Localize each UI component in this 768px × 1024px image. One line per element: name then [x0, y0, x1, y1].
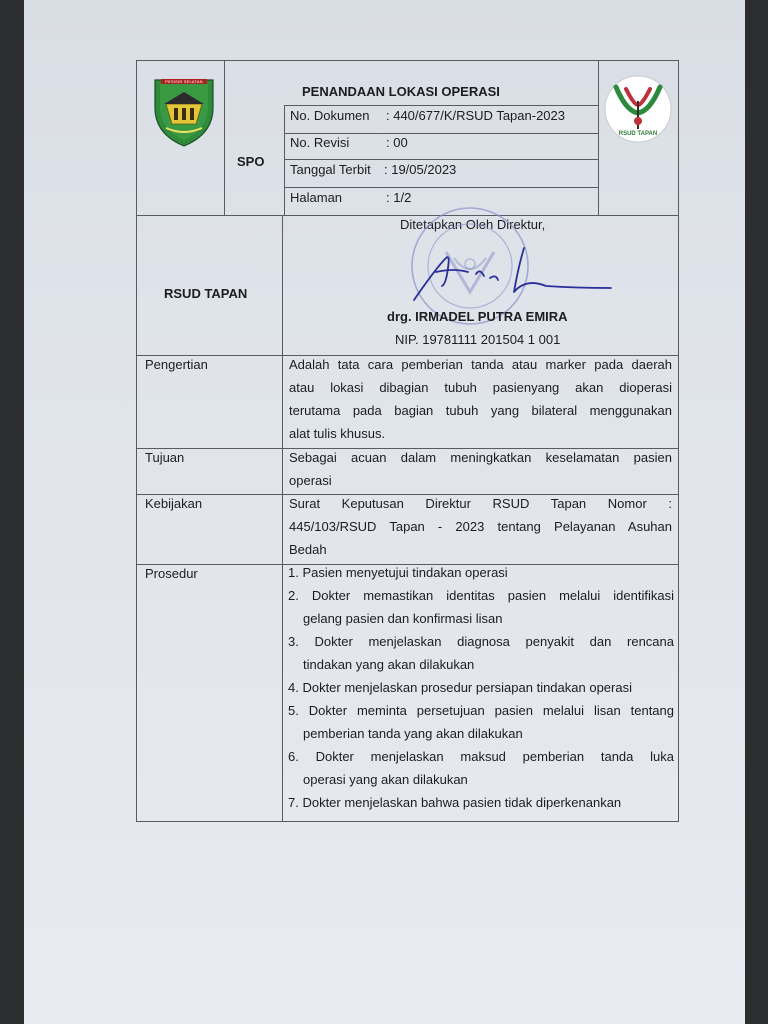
- meta-label-no-revisi: No. Revisi: [290, 135, 350, 150]
- meta-label-no-dokumen: No. Dokumen: [290, 108, 370, 123]
- tujuan-line: Sebagai acuan dalam meningkatkan keselamatan pasien: [289, 450, 672, 465]
- kebijakan-line: 445/103/RSUD Tapan - 2023 tentang Pelayanan Asuhan: [289, 519, 672, 534]
- right-logo-text: RSUD TAPAN: [618, 131, 658, 137]
- kebijakan-line: Surat Keputusan Direktur RSUD Tapan Nomor :: [289, 496, 672, 511]
- meta-value-no-dokumen: : 440/677/K/RSUD Tapan-2023: [386, 108, 565, 123]
- document-page: [24, 0, 745, 1024]
- section-label-prosedur: Prosedur: [145, 566, 198, 581]
- signature-icon: [406, 238, 616, 308]
- pesisir-selatan-logo: [152, 74, 216, 148]
- kebijakan-line: Bedah: [289, 542, 327, 557]
- meta-value-no-revisi: : 00: [386, 135, 408, 150]
- meta-value-halaman: : 1/2: [386, 190, 412, 205]
- prosedur-list: [288, 561, 674, 814]
- director-name: drg. IRMADEL PUTRA EMIRA: [387, 309, 568, 324]
- prosedur-item-continued: operasi yang akan dilakukan: [303, 772, 468, 787]
- document-title: PENANDAAN LOKASI OPERASI: [302, 84, 500, 99]
- spo-label: SPO: [237, 154, 265, 169]
- meta-label-tanggal-terbit: Tanggal Terbit: [290, 162, 371, 177]
- pengertian-line: alat tulis khusus.: [289, 426, 386, 441]
- prosedur-item: 2. Dokter memastikan identitas pasien melalui identifikasi: [288, 588, 674, 603]
- tujuan-line: operasi: [289, 473, 332, 488]
- approval-header: Ditetapkan Oleh Direktur,: [400, 217, 546, 232]
- rsud-tapan-logo: [604, 71, 672, 151]
- spo-table: [136, 60, 679, 822]
- section-label-pengertian: Pengertian: [145, 357, 208, 372]
- prosedur-item: 7. Dokter menjelaskan bahwa pasien tidak diperkenankan: [288, 795, 622, 810]
- crest-icon: [152, 74, 216, 148]
- rsud-logo-icon: [604, 71, 672, 151]
- prosedur-item-continued: pemberian tanda yang akan dilakukan: [303, 726, 523, 741]
- pengertian-text: [289, 353, 672, 445]
- meta-value-tanggal-terbit: : 19/05/2023: [384, 162, 457, 177]
- meta-label-halaman: Halaman: [290, 190, 343, 205]
- tujuan-text: [289, 446, 672, 492]
- prosedur-item: 6. Dokter menjelaskan maksud pemberian tanda luka: [288, 749, 674, 764]
- prosedur-item: 4. Dokter menjelaskan prosedur persiapan tindakan operasi: [288, 680, 632, 695]
- prosedur-item: 1. Pasien menyetujui tindakan operasi: [288, 565, 508, 580]
- pengertian-line: atau lokasi dibagian tubuh pasienyang akan dioperasi: [289, 380, 672, 395]
- left-logo-ribbon-text: PESISIR SELATAN: [161, 79, 207, 84]
- section-label-tujuan: Tujuan: [145, 450, 185, 465]
- director-signature: [406, 238, 616, 308]
- kebijakan-text: [289, 492, 672, 561]
- prosedur-item-continued: gelang pasien dan konfirmasi lisan: [303, 611, 503, 626]
- section-label-kebijakan: Kebijakan: [145, 496, 203, 511]
- prosedur-item: 3. Dokter menjelaskan diagnosa penyakit dan rencana: [288, 634, 674, 649]
- pengertian-line: Adalah tata cara pemberian tanda atau marker pada daerah: [289, 357, 672, 372]
- pengertian-line: terutama pada bagian tubuh yang bilateral menggunakan: [289, 403, 672, 418]
- prosedur-item-continued: tindakan yang akan dilakukan: [303, 657, 475, 672]
- director-nip: NIP. 19781111 201504 1 001: [395, 332, 561, 347]
- institution-label: RSUD TAPAN: [164, 286, 248, 301]
- prosedur-item: 5. Dokter meminta persetujuan pasien melalui lisan tentang: [288, 703, 674, 718]
